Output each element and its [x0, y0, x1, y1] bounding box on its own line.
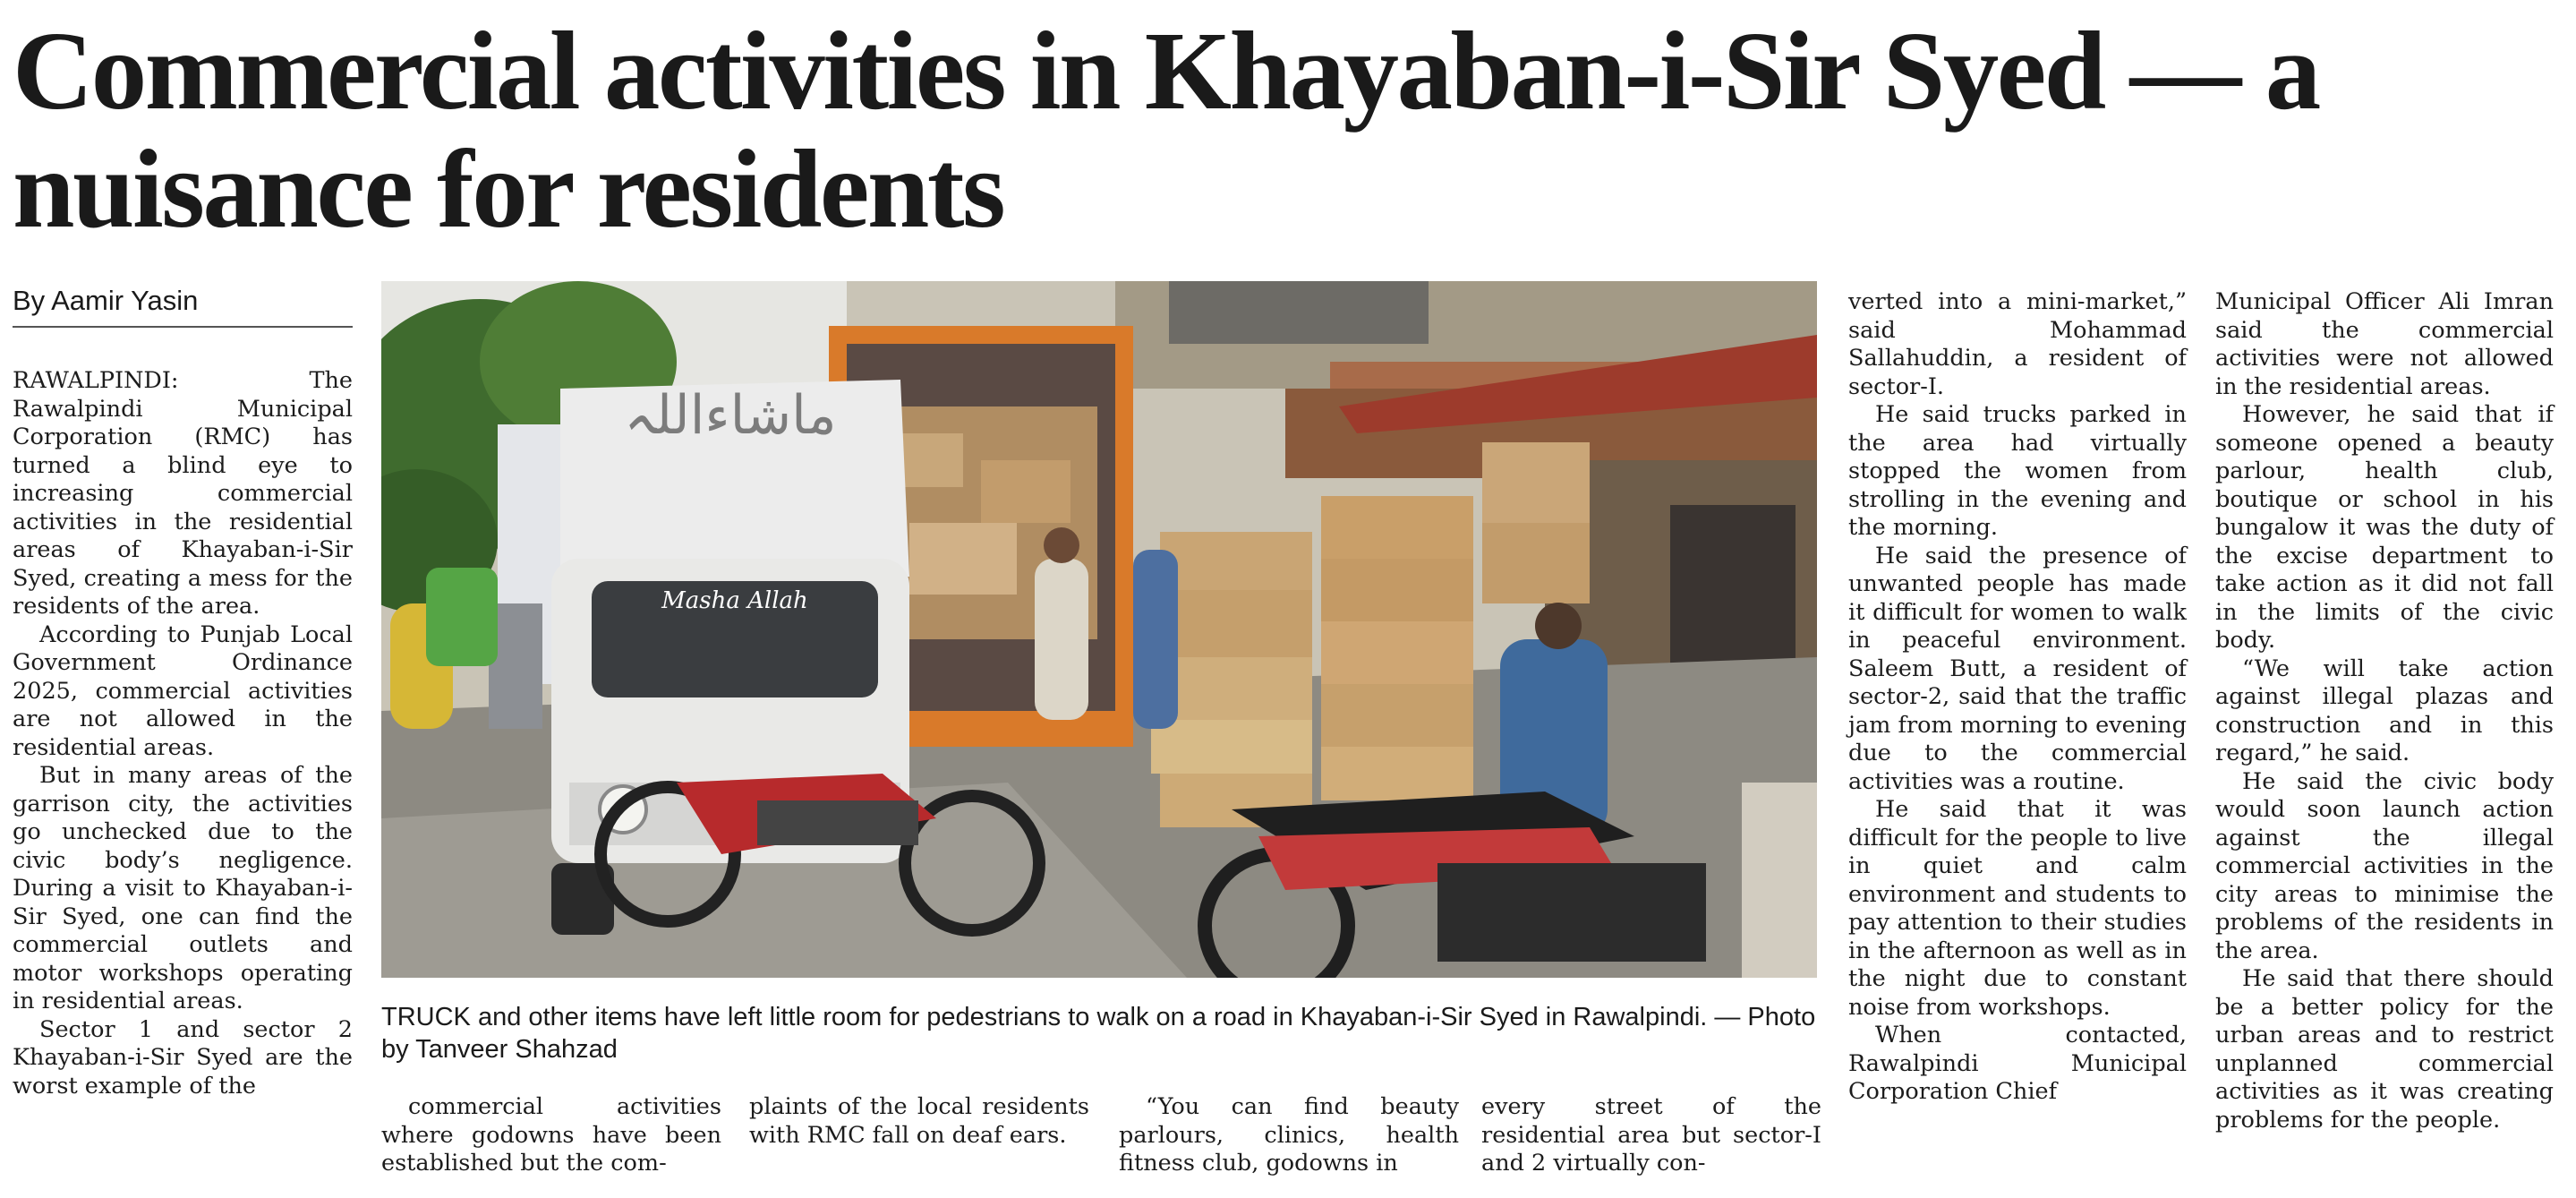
paragraph: Sector 1 and sector 2 Khayaban-i-Sir Syed are the worst example of the	[13, 1015, 353, 1100]
column-1	[13, 367, 353, 1100]
paragraph: He said trucks parked in the area had virtually stopped the women from strolling in the evening and the morning.	[1848, 401, 2187, 541]
paragraph: However, he said that if someone opened a beauty parlour, health club, boutique or school in his bungalow it was the duty of the excise department to take action as it did not fall in the limits of the civic body.	[2215, 401, 2554, 654]
truck-urdu-text: ماشاءاللہ	[624, 384, 837, 447]
paragraph: “We will take action against illegal plazas and construction and in this regard,” he said.	[2215, 655, 2554, 766]
paragraph: RAWALPINDI: The Rawalpindi Municipal Corporation (RMC) has turned a blind eye to increasing commercial activities in the residential areas of Khayaban-i-Sir Syed, creating a mess for the residents of the area.	[13, 367, 353, 620]
paragraph: plaints of the local residents with RMC fall on deaf ears.	[749, 1093, 1089, 1149]
news-photo	[381, 281, 1817, 978]
column-5-bottom	[1481, 1093, 1821, 1178]
paragraph: “You can find beauty parlours, clinics, health fitness club, godowns in	[1119, 1093, 1459, 1177]
truck-latin-text: Masha Allah	[661, 587, 808, 614]
photo-caption: TRUCK and other items have left little room for pedestrians to walk on a road in Khayaban-i-Sir Syed in Rawalpindi. — Photo by Tanveer Shahzad	[381, 1003, 1816, 1064]
paragraph: commercial activities where godowns have been established but the com-	[381, 1093, 721, 1177]
column-4-bottom	[1119, 1093, 1459, 1178]
paragraph: every street of the residential area but sector-I and 2 virtually con-	[1481, 1093, 1821, 1177]
column-2-bottom	[381, 1093, 721, 1178]
paragraph: He said that there should be a better policy for the urban areas and to restrict unplanned commercial activities as it was creating problems for the people.	[2215, 965, 2554, 1134]
paragraph: He said the civic body would soon launch action against the illegal commercial activities in the city areas to minimise the problems of the residents in the area.	[2215, 767, 2554, 964]
column-6	[1848, 288, 2187, 1107]
paragraph: He said that it was difficult for the people to live in quiet and calm environment and students to pay attention to their studies in the afternoon as well as in the night due to constant noise from workshops.	[1848, 796, 2187, 1021]
paragraph: According to Punjab Local Government Ordinance 2025, commercial activities are not allowed in the residential areas.	[13, 620, 353, 761]
column-7	[2215, 288, 2554, 1134]
byline: By Aamir Yasin	[13, 283, 353, 328]
column-3-bottom	[749, 1093, 1089, 1150]
headline: Commercial activities in Khayaban-i-Sir Syed — a nuisance for residents	[13, 10, 2319, 252]
paragraph: When contacted, Rawalpindi Municipal Corporation Chief	[1848, 1022, 2187, 1105]
paragraph: verted into a mini-market,” said Mohammad Sallahuddin, a resident of sector-I.	[1848, 288, 2187, 400]
paragraph: But in many areas of the garrison city, the activities go unchecked due to the civic body’s negligence. During a visit to Khayaban-i-Sir Syed, one can find the commercial outlets and motor workshops operating in residential areas.	[13, 762, 353, 1014]
paragraph: Municipal Officer Ali Imran said the commercial activities were not allowed in the residential areas.	[2215, 288, 2554, 400]
paragraph: He said the presence of unwanted people has made it difficult for women to walk in peaceful environment. Saleem Butt, a resident of sector-2, said that the traffic jam from morning to evening due to the commercial activities was a routine.	[1848, 542, 2187, 795]
